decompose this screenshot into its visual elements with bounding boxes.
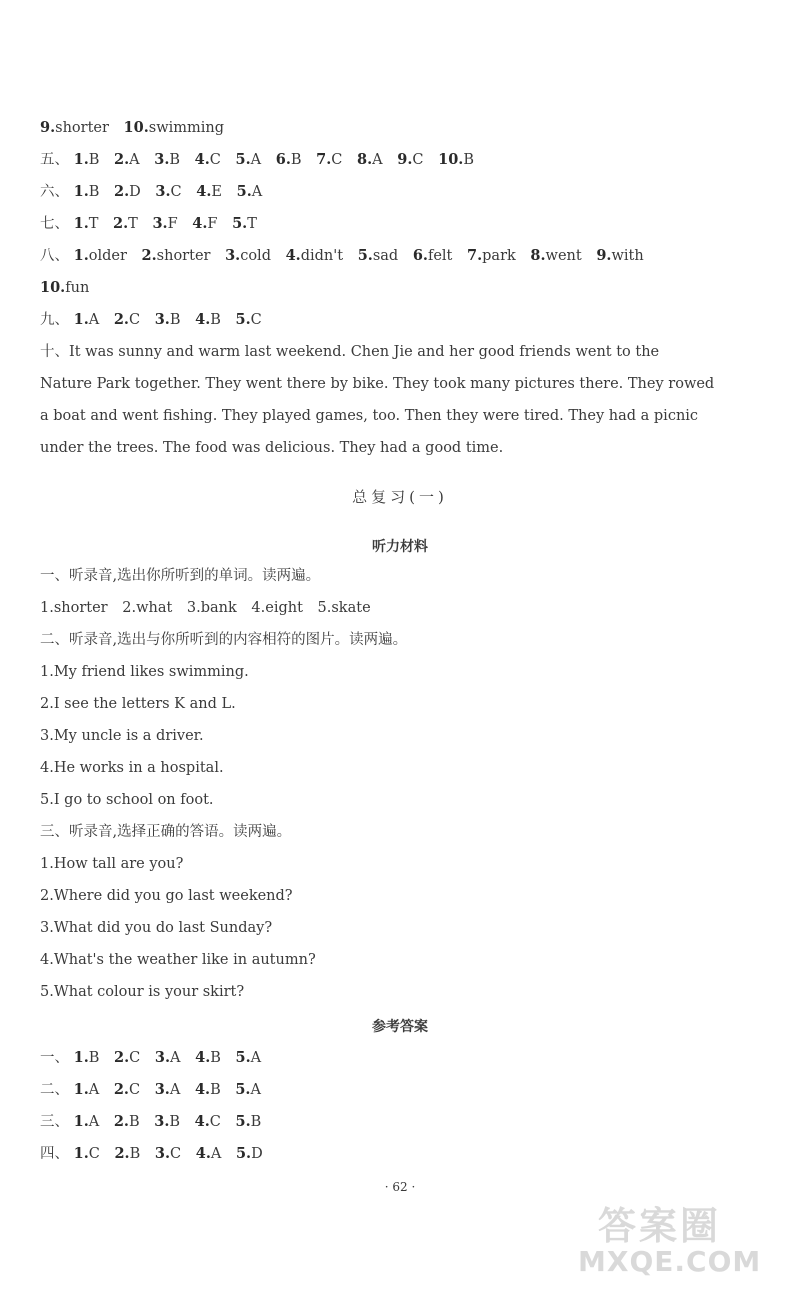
answer-line-6: 六、 1.B 2.D 3.C 4.E 5.A — [40, 183, 263, 200]
listening-sentence: 4.He works in a hospital. — [40, 760, 224, 776]
essay-line: Nature Park together. They went there by bike. They took many pictures there. They rowed — [40, 376, 715, 392]
watermark-url: MXQE.COM — [578, 1245, 762, 1278]
listening-sentence: 5.What colour is your skirt? — [40, 984, 245, 1000]
listening-words: 1.shorter 2.what 3.bank 4.eight 5.skate — [40, 600, 371, 616]
section-title: 总复习(一) — [352, 488, 448, 506]
answer-line-8: 八、 1.older 2.shorter 3.cold 4.didn't 5.sad 6.felt 7.park 8.went 9.with — [40, 247, 644, 264]
listening-heading: 听力材料 — [372, 539, 428, 555]
essay-line: 十、It was sunny and warm last weekend. Chen Jie and her good friends went to the — [40, 344, 660, 360]
answer-line-9: 九、 1.A 2.C 3.B 4.B 5.C — [40, 311, 262, 328]
listening-sentence: 2.Where did you go last weekend? — [40, 888, 293, 904]
listening-sentence: 5.I go to school on foot. — [40, 792, 214, 808]
listening-sentence: 3.What did you do last Sunday? — [40, 920, 273, 936]
essay-line: under the trees. The food was delicious. They had a good time. — [40, 440, 504, 456]
listening-sentence: 4.What's the weather like in autumn? — [40, 952, 316, 968]
answers-heading: 参考答案 — [372, 1019, 428, 1035]
listening-instruction-3: 三、听录音,选择正确的答语。读两遍。 — [40, 824, 292, 840]
answer-key-line-4: 四、 1.C 2.B 3.C 4.A 5.D — [40, 1145, 263, 1162]
listening-instruction-1: 一、听录音,选出你所听到的单词。读两遍。 — [40, 568, 321, 584]
watermark-logo — [578, 1195, 778, 1285]
listening-instruction-2: 二、听录音,选出与你所听到的内容相符的图片。读两遍。 — [40, 632, 408, 648]
essay-line: a boat and went fishing. They played games, too. Then they were tired. They had a picnic — [40, 408, 699, 424]
listening-sentence: 2.I see the letters K and L. — [40, 696, 236, 712]
answer-line-7: 七、 1.T 2.T 3.F 4.F 5.T — [40, 215, 257, 232]
page-number: · 62 · — [384, 1180, 416, 1194]
writing-answer-paragraph — [40, 336, 728, 464]
answer-key-line-1: 一、 1.B 2.C 3.A 4.B 5.A — [40, 1049, 262, 1066]
answer-line-8-cont: 10.fun — [40, 279, 90, 296]
answer-line-5: 五、 1.B 2.A 3.B 4.C 5.A 6.B 7.C 8.A 9.C 10.B — [40, 151, 474, 168]
answer-line-1: 9.shorter 10.swimming — [40, 119, 225, 136]
watermark-text: 答案圈 — [598, 1204, 722, 1248]
answer-key-line-2: 二、 1.A 2.C 3.A 4.B 5.A — [40, 1081, 261, 1098]
listening-sentence: 3.My uncle is a driver. — [40, 728, 204, 744]
listening-sentence: 1.How tall are you? — [40, 856, 184, 872]
answer-key-line-3: 三、 1.A 2.B 3.B 4.C 5.B — [40, 1113, 262, 1130]
listening-sentence: 1.My friend likes swimming. — [40, 664, 249, 680]
